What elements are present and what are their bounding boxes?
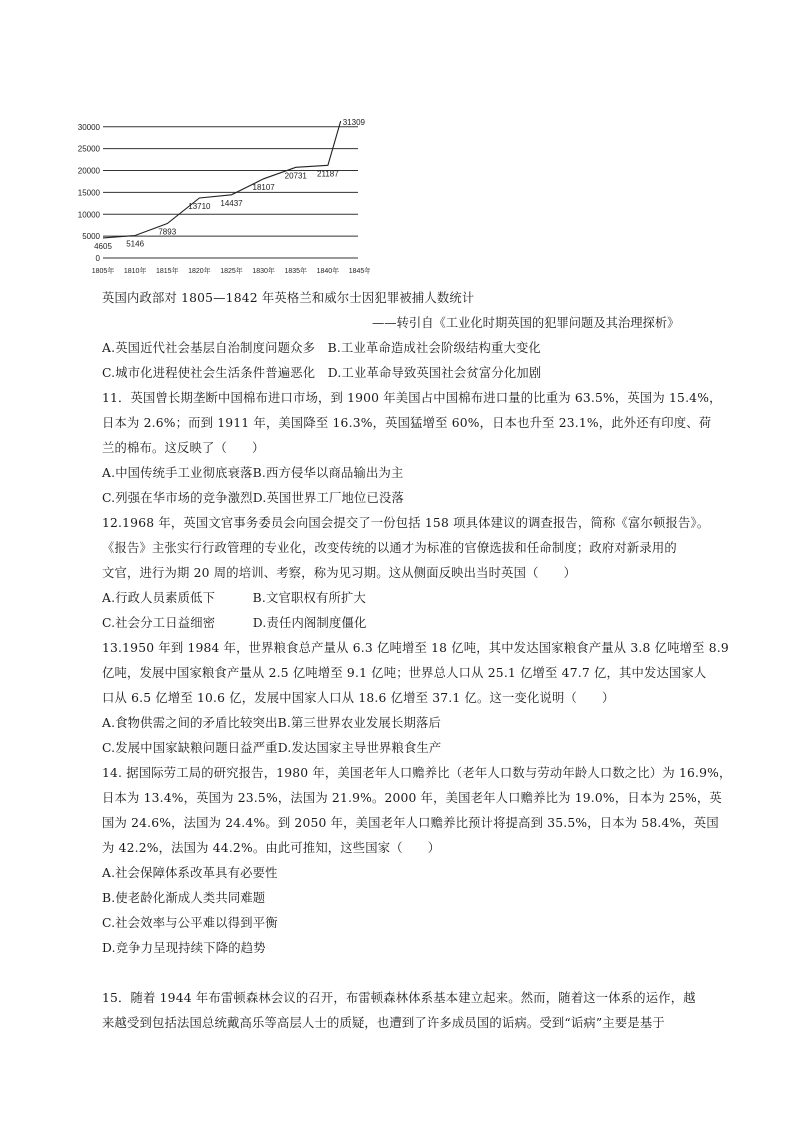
data-label: 13710	[188, 202, 211, 212]
q12-options-ab: A.行政人员素质低下 B.文官职权有所扩大	[102, 591, 366, 605]
x-tick-label: 1845年	[348, 268, 370, 275]
data-label: 14437	[220, 198, 243, 208]
q15-stem-line1: 15．随着 1944 年布雷顿森林会议的召开，布雷顿森林体系基本建立起来。然而，随着这一体系的运作，越	[102, 991, 696, 1005]
y-tick-label: 10000	[77, 210, 100, 220]
q12-stem-line3: 文官，进行为期 20 周的培训、考察，称为见习期。这从侧面反映出当时英国（ ）	[102, 566, 577, 580]
q11-stem-line3: 兰的棉布。这反映了（ ）	[102, 441, 265, 455]
q13-options-ab: A.食物供需之间的矛盾比较突出B.第三世界农业发展长期落后	[102, 716, 441, 730]
x-tick-label: 1820年	[188, 268, 211, 275]
data-label: 5146	[126, 239, 145, 249]
q14-option-c: C.社会效率与公平难以得到平衡	[102, 916, 278, 930]
x-tick-label: 1815年	[155, 268, 179, 275]
chart-caption: 英国内政部对 1805—1842 年英格兰和威尔士因犯罪被捕人数统计	[102, 291, 475, 305]
q12-stem-line1: 12.1968 年，英国文官事务委员会向国会提交了一份包括 158 项具体建议的调查报告，简称《富尔顿报告》。	[102, 516, 710, 530]
y-tick-label: 0	[95, 254, 100, 263]
data-label: 18107	[252, 182, 275, 192]
x-tick-label: 1825年	[220, 268, 243, 275]
q11-stem-line2: 日本为 2.6%；而到 1911 年，美国降至 16.3%，英国猛增至 60%，日本也升至 23.1%，此外还有印度、荷	[102, 416, 712, 430]
data-label: 20731	[284, 171, 307, 181]
q14-option-b: B.使老龄化渐成人类共同难题	[102, 891, 266, 905]
q14-stem-line3: 国为 24.6%，法国为 24.4%。到 2050 年，美国老年人口赡养比预计将提高到 35.5%，日本为 58.4%，英国	[102, 816, 719, 830]
q14-stem-line4: 为 42.2%，法国为 44.2%。由此可推知，这些国家（ ）	[102, 841, 441, 855]
x-tick-label: 1840年	[316, 268, 340, 275]
x-tick-label: 1830年	[252, 268, 275, 275]
q15-stem-line2: 来越受到包括法国总统戴高乐等高层人士的质疑，也遭到了许多成员国的诟病。受到“诟病”主要是基于	[102, 1016, 665, 1030]
q13-options-cd: C.发展中国家缺粮问题日益严重D.发达国家主导世界粮食生产	[102, 741, 442, 755]
x-tick-label: 1810年	[123, 268, 147, 275]
q14-stem-line2: 日本为 13.4%，英国为 23.5%，法国为 21.9%。2000 年，美国老年人口赡养比为 19.0%，日本为 25%，英	[102, 791, 722, 805]
data-label: 7893	[158, 227, 177, 237]
data-label: 4605	[94, 241, 112, 251]
q14-option-a: A.社会保障体系改革具有必要性	[102, 866, 278, 880]
q12-options-cd: C.社会分工日益细密 D.责任内阁制度僵化	[102, 616, 367, 630]
q14-stem-line1: 14. 据国际劳工局的研究报告，1980 年，美国老年人口赡养比（老年人口数与劳动年龄人口数之比）为 16.9%，	[102, 766, 732, 780]
y-tick-label: 15000	[77, 188, 100, 198]
x-tick-label: 1835年	[284, 268, 308, 275]
line-chart	[70, 112, 370, 282]
q11-options-cd: C.列强在华市场的竞争激烈D.英国世界工厂地位已没落	[102, 491, 404, 505]
y-tick-label: 25000	[77, 144, 100, 154]
q14-option-d: D.竞争力呈现持续下降的趋势	[102, 941, 266, 955]
q13-stem-line3: 口从 6.5 亿增至 10.6 亿，发展中国家人口从 18.6 亿增至 37.1 亿。这一变化说明（ ）	[102, 691, 615, 705]
y-tick-label: 30000	[77, 122, 100, 132]
y-tick-label: 20000	[77, 166, 100, 176]
q11-stem-line1: 11．英国曾长期垄断中国棉布进口市场，到 1900 年美国占中国棉布进口量的比重为 63.5%，英国为 15.4%，	[102, 391, 722, 405]
y-tick-label: 5000	[82, 232, 100, 242]
data-label: 31309	[342, 118, 365, 128]
q11-options-ab: A.中国传统手工业彻底衰落B.西方侵华以商品输出为主	[102, 466, 404, 480]
arrest-statistics-chart	[70, 112, 370, 282]
x-tick-label: 1805年	[91, 268, 115, 275]
q13-stem-line2: 亿吨，发展中国家粮食产量从 2.5 亿吨增至 9.1 亿吨；世界总人口从 25.1 亿增至 47.7 亿，其中发达国家人	[102, 666, 707, 680]
q13-stem-line1: 13.1950 年到 1984 年，世界粮食总产量从 6.3 亿吨增至 18 亿吨，其中发达国家粮食产量从 3.8 亿吨增至 8.9	[102, 641, 729, 655]
q12-stem-line2: 《报告》主张实行行政管理的专业化，改变传统的以通才为标准的官僚选拔和任命制度；政府对新录用的	[102, 541, 677, 555]
data-label: 21187	[317, 169, 339, 179]
q10-options-ab: A.英国近代社会基层自治制度问题众多 B.工业革命造成社会阶级结构重大变化	[102, 341, 541, 355]
q10-options-cd: C.城市化进程使社会生活条件普遍恶化 D.工业革命导致英国社会贫富分化加剧	[102, 366, 542, 380]
chart-source: ——转引自《工业化时期英国的犯罪问题及其治理探析》	[372, 316, 680, 330]
